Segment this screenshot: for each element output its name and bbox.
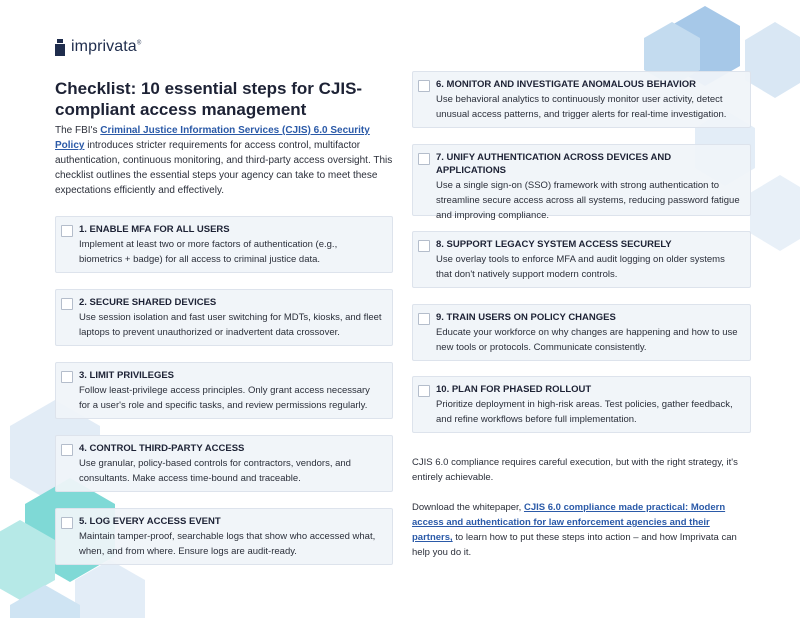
- checklist-item-body: Educate your workforce on why changes are happening and how to use new tools or protocols. Communicate consistently.: [436, 327, 738, 353]
- checkbox[interactable]: [61, 225, 73, 237]
- checklist-item-title: 5. LOG EVERY ACCESS EVENT: [79, 516, 221, 527]
- checklist-item-body: Follow least-privilege access principles. Only grant access necessary for a user's role and specific tasks, and review permissions regularly.: [79, 385, 370, 411]
- whitepaper-link[interactable]: CJIS 6.0 compliance made practical: Modern access and authentication for law enforcement agencies and their partners,: [412, 502, 726, 543]
- checklist-item-title: 9. TRAIN USERS ON POLICY CHANGES: [436, 312, 616, 323]
- checklist-item-body: Use behavioral analytics to continuously monitor user activity, detect unusual access patterns, and trigger alerts for real-time investigation.: [436, 94, 727, 120]
- checklist-item-2: [55, 289, 393, 346]
- checklist-item-title: 8. SUPPORT LEGACY SYSTEM ACCESS SECURELY: [436, 239, 672, 250]
- checklist-item-title: 7. UNIFY AUTHENTICATION ACROSS DEVICES AND APPLICATIONS: [436, 152, 672, 176]
- checkbox[interactable]: [418, 313, 430, 325]
- cjis-policy-link[interactable]: Criminal Justice Information Services (CJIS) 6.0 Security Policy: [55, 125, 370, 151]
- imprivata-logo: [55, 38, 141, 56]
- checklist-item-body: Implement at least two or more factors of authentication (e.g., biometrics + badge) for all access to criminal justice data.: [79, 239, 338, 265]
- checklist-item-8: [412, 231, 751, 288]
- checklist-item-7: [412, 144, 751, 221]
- checklist-item-title: 4. CONTROL THIRD-PARTY ACCESS: [79, 443, 245, 454]
- download-rest-text: to learn how to put these steps into action – and how Imprivata can help you do it.: [412, 532, 737, 558]
- download-lead-text: Download the whitepaper,: [412, 502, 524, 513]
- page-title: Checklist: 10 essential steps for CJIS-compliant access management: [55, 79, 363, 119]
- intro-paragraph: [55, 123, 395, 198]
- checklist-item-10: [412, 376, 751, 433]
- checklist-item-body: Use overlay tools to enforce MFA and audit logging on older systems that don't natively support modern controls.: [436, 254, 725, 280]
- checklist-item-body: Maintain tamper-proof, searchable logs that show who accessed what, when, and from where. Ensure logs are audit-ready.: [79, 531, 376, 557]
- checklist-item-title: 6. MONITOR AND INVESTIGATE ANOMALOUS BEHAVIOR: [436, 79, 697, 90]
- checklist-item-title: 2. SECURE SHARED DEVICES: [79, 297, 217, 308]
- checkbox[interactable]: [418, 385, 430, 397]
- checklist-item-4: [55, 435, 393, 492]
- checklist-item-body: Use session isolation and fast user switching for MDTs, kiosks, and fleet laptops to prevent unauthorized or inadvertent data crossover.: [79, 312, 382, 338]
- checklist-item-title: 1. ENABLE MFA FOR ALL USERS: [79, 224, 230, 235]
- checkbox[interactable]: [61, 371, 73, 383]
- checkbox[interactable]: [418, 80, 430, 92]
- checklist-item-body: Prioritize deployment in high-risk areas. Test policies, gather feedback, and refine workflows before full implementation.: [436, 399, 733, 425]
- checklist-item-9: [412, 304, 751, 361]
- logo-mark-icon: [55, 39, 65, 56]
- checklist-item-6: [412, 71, 751, 128]
- checklist-item-title: 10. PLAN FOR PHASED ROLLOUT: [436, 384, 592, 395]
- checkbox[interactable]: [61, 444, 73, 456]
- checklist-item-5: [55, 508, 393, 565]
- checklist-item-1: [55, 216, 393, 273]
- logo-wordmark: imprivata®: [71, 38, 142, 55]
- checklist-item-title: 3. LIMIT PRIVILEGES: [79, 370, 175, 381]
- intro-rest-text: introduces stricter requirements for access control, multifactor authentication, continuous monitoring, and third-party access oversight. This checklist outlines the essential steps your agency can take to meet these expectations efficiently and effectively.: [55, 140, 393, 196]
- intro-lead-text: The FBI's: [55, 125, 101, 136]
- closing-paragraph: CJIS 6.0 compliance requires careful execution, but with the right strategy, it's entirely achievable.: [412, 457, 738, 483]
- checklist-item-body: Use a single sign-on (SSO) framework with strong authentication to streamline secure access across all systems, reducing password fatigue and improving compliance.: [436, 180, 740, 221]
- checklist-item-body: Use granular, policy-based controls for contractors, vendors, and consultants. Make access time-bound and traceable.: [79, 458, 351, 484]
- checkbox[interactable]: [61, 298, 73, 310]
- checkbox[interactable]: [61, 517, 73, 529]
- download-paragraph: [412, 500, 747, 560]
- checkbox[interactable]: [418, 240, 430, 252]
- checklist-item-3: [55, 362, 393, 419]
- checkbox[interactable]: [418, 153, 430, 165]
